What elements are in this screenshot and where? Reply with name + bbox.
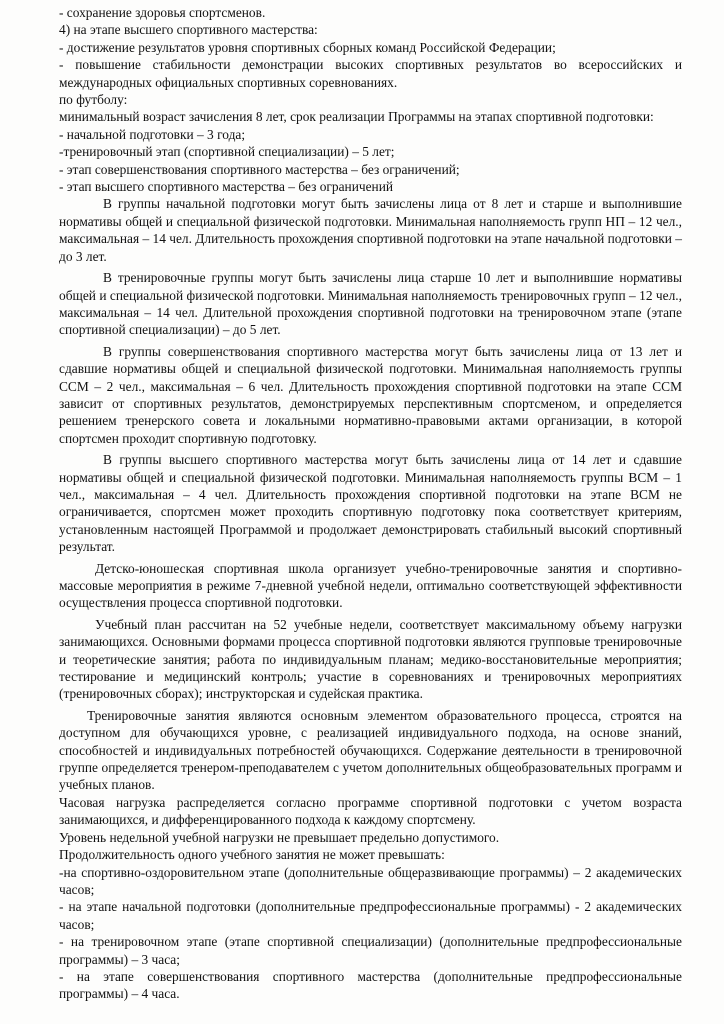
football-heading: по футболу:	[59, 92, 128, 108]
paragraph-ssm-groups: В группы совершенствования спортивного мастерства могут быть зачислены лица от 13 лет и сдавшие нормативы общей и специальной физической подготовки. Минимальная наполняемость группы ССМ – 2 чел., максимальная – 6 чел. Длительность прохождения спортивной подготовки на этапе ССМ зависит от спортивных результатов, демонстрируемых перспективным спортсменом, и определяется решением тренерского совета и локальными нормативно-правовыми актами организации, в которой спортсмен проходит спортивную подготовку.	[59, 343, 682, 446]
paragraph-vsm-groups: В группы высшего спортивного мастерства могут быть зачислены лица от 14 лет и сдавшие нормативы общей и специальной физической подготовки. Минимальная наполняемость группы ВСМ – 1 чел., максимальная – 4 чел. Длительность прохождения спортивной подготовки на этапе ВСМ не ограничивается, спортсмен может проходить спортивную подготовку пока соответствует критериям, установленным настоящей Программой и продолжает демонстрировать стабильный высокий спортивный результат.	[59, 452, 682, 555]
list-item-training-stage: -тренировочный этап (спортивной специализации) – 5 лет;	[59, 144, 395, 160]
stage-4-heading: 4) на этапе высшего спортивного мастерства:	[59, 22, 318, 38]
list-item-recreation-stage: -на спортивно-оздоровительном этапе (дополнительные общеразвивающие программы) – 2 академических часов;	[59, 864, 682, 897]
list-item-health: - сохранение здоровья спортсменов.	[59, 5, 266, 20]
paragraph-initial-groups: В группы начальной подготовки могут быть зачислены лица от 8 лет и старше и выполнившие нормативы общей и специальной физической подготовки. Минимальная наполняемость групп НП – 12 чел., максимальная – 14 чел. Длительность прохождения спортивной подготовки на этапе начальной подготовки – до 3 лет.	[59, 196, 682, 264]
paragraph-training-groups: В тренировочные группы могут быть зачислены лица старше 10 лет и выполнившие нормативы общей и специальной физической подготовки. Минимальная наполняемость тренировочных групп – 12 чел., максимальная – 14 чел. Длительной прохождения спортивной подготовки на тренировочном этапе (этапе спортивной специализации) – до 5 лет.	[59, 270, 682, 338]
list-item-training-stage-hours: - на тренировочном этапе (этапе спортивной специализации) (дополнительные предпрофессиональные программы) – 3 часа;	[59, 934, 682, 967]
list-item-improvement-stage-hours: - на этапе совершенствования спортивного мастерства (дополнительные предпрофессиональные программы) – 4 часа.	[59, 968, 682, 1002]
list-item-national-team: - достижение результатов уровня спортивных сборных команд Российской Федерации;	[59, 39, 556, 55]
list-item-improvement-stage: - этап совершенствования спортивного мастерства – без ограничений;	[59, 161, 460, 177]
min-age-line: минимальный возраст зачисления 8 лет, срок реализации Программы на этапах спортивной подготовки:	[59, 109, 654, 125]
paragraph-hourly-load: Часовая нагрузка распределяется согласно программе спортивной подготовки с учетом возраста занимающихся, и дифференцированного подхода к каждому спортсмену.	[59, 794, 682, 828]
paragraph-session-duration: Продолжительность одного учебного занятия не может превышать:	[59, 847, 445, 863]
list-item-initial-stage-hours: - на этапе начальной подготовки (дополнительные предпрофессиональные программы) - 2 академических часов;	[59, 899, 682, 932]
list-item-initial-training: - начальной подготовки – 3 года;	[59, 126, 246, 142]
paragraph-training-sessions: Тренировочные занятия являются основным элементом образовательного процесса, строятся на доступном для обучающихся уровне, с реализацией индивидуального подхода, на основе знаний, способностей и индивидуальных потребностей обучающихся. Содержание деятельности в тренировочной группе определяется тренером-преподавателем с учетом дополнительных общеобразовательных программ и учебных планов.	[59, 707, 682, 793]
document-body	[59, 4, 682, 1003]
paragraph-school-schedule: Детско-юношеская спортивная школа организует учебно-тренировочные занятия и спортивно-массовые мероприятия в режиме 7-дневной учебной недели, оптимально соответствующей эффективности осуществления процесса спортивной подготовки.	[59, 560, 682, 611]
list-item-stability: - повышение стабильности демонстрации высоких спортивных результатов во всероссийских и международных официальных спортивных соревнованиях.	[59, 57, 682, 90]
paragraph-weekly-load: Уровень недельной учебной нагрузки не превышает предельно допустимого.	[59, 829, 500, 845]
list-item-highest-stage: - этап высшего спортивного мастерства – без ограничений	[59, 179, 394, 195]
paragraph-curriculum: Учебный план рассчитан на 52 учебные недели, соответствует максимальному объему нагрузки занимающихся. Основными формами процесса спортивной подготовки являются групповые тренировочные и теоретические занятия; работа по индивидуальным планам; медико-восстановительные мероприятия; тестирование и медицинский контроль; участие в соревнованиях и тренировочных мероприятиях (тренировочных сборах); инструкторская и судейская практика.	[59, 616, 682, 702]
